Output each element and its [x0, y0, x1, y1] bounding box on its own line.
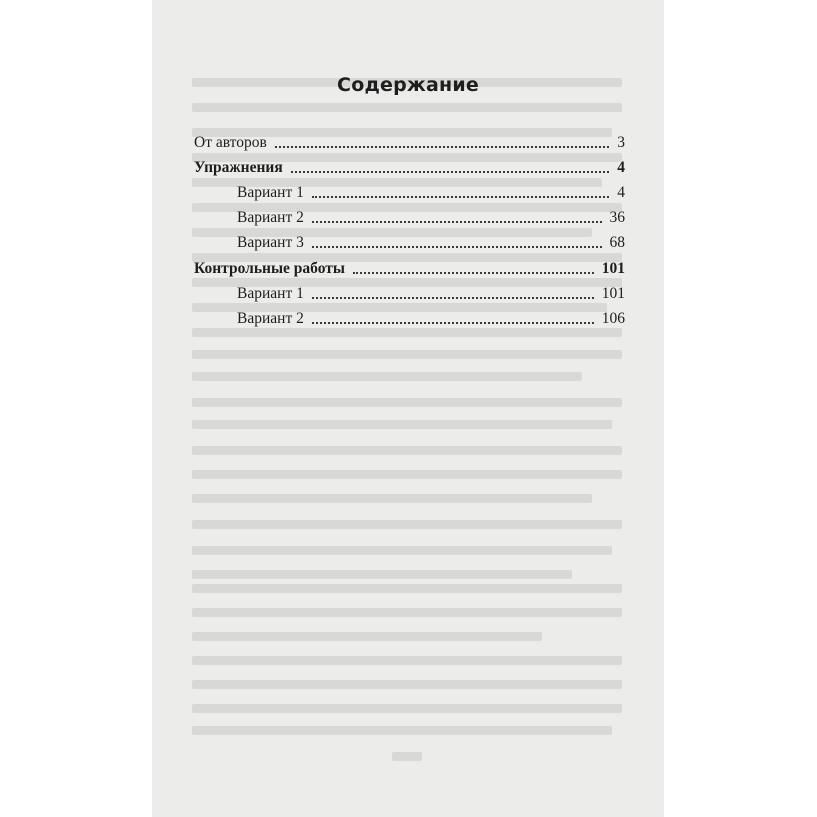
toc-entry-page: 4 [617, 184, 625, 201]
toc-entry-tests-variant-2 [237, 306, 625, 328]
page-title: Содержание [337, 74, 479, 96]
book-page [152, 0, 664, 817]
toc-entry-tests [194, 256, 625, 278]
toc-entry-label: От авторов [194, 134, 267, 151]
toc-entry-page: 4 [617, 159, 625, 176]
toc-entry-label: Вариант 3 [237, 234, 304, 251]
toc-entry-page: 106 [601, 310, 625, 327]
dot-leader [312, 196, 609, 198]
dot-leader [291, 171, 610, 173]
toc-entry-exercises-variant-3 [237, 230, 625, 252]
toc-entry-from-authors [194, 130, 625, 152]
toc-entry-page: 36 [609, 209, 625, 226]
toc-entry-page: 101 [601, 285, 625, 302]
toc-entry-exercises [194, 155, 625, 177]
toc-entry-label: Вариант 1 [237, 184, 304, 201]
dot-leader [353, 272, 594, 274]
dot-leader [275, 146, 609, 148]
toc-entry-page: 68 [609, 234, 625, 251]
dot-leader [312, 297, 594, 299]
toc-entry-label: Упражнения [194, 159, 283, 176]
toc-entry-label: Вариант 1 [237, 285, 304, 302]
toc-entry-label: Вариант 2 [237, 209, 304, 226]
dot-leader [312, 221, 602, 223]
toc-entry-label: Контрольные работы [194, 260, 345, 277]
toc-entry-exercises-variant-2 [237, 205, 625, 227]
toc-entry-tests-variant-1 [237, 281, 625, 303]
bleed-through-text [152, 0, 664, 817]
toc-entry-exercises-variant-1 [237, 180, 625, 202]
toc-entry-label: Вариант 2 [237, 310, 304, 327]
dot-leader [312, 246, 602, 248]
toc-entry-page: 3 [617, 134, 625, 151]
dot-leader [312, 322, 594, 324]
toc-entry-page: 101 [601, 260, 625, 277]
